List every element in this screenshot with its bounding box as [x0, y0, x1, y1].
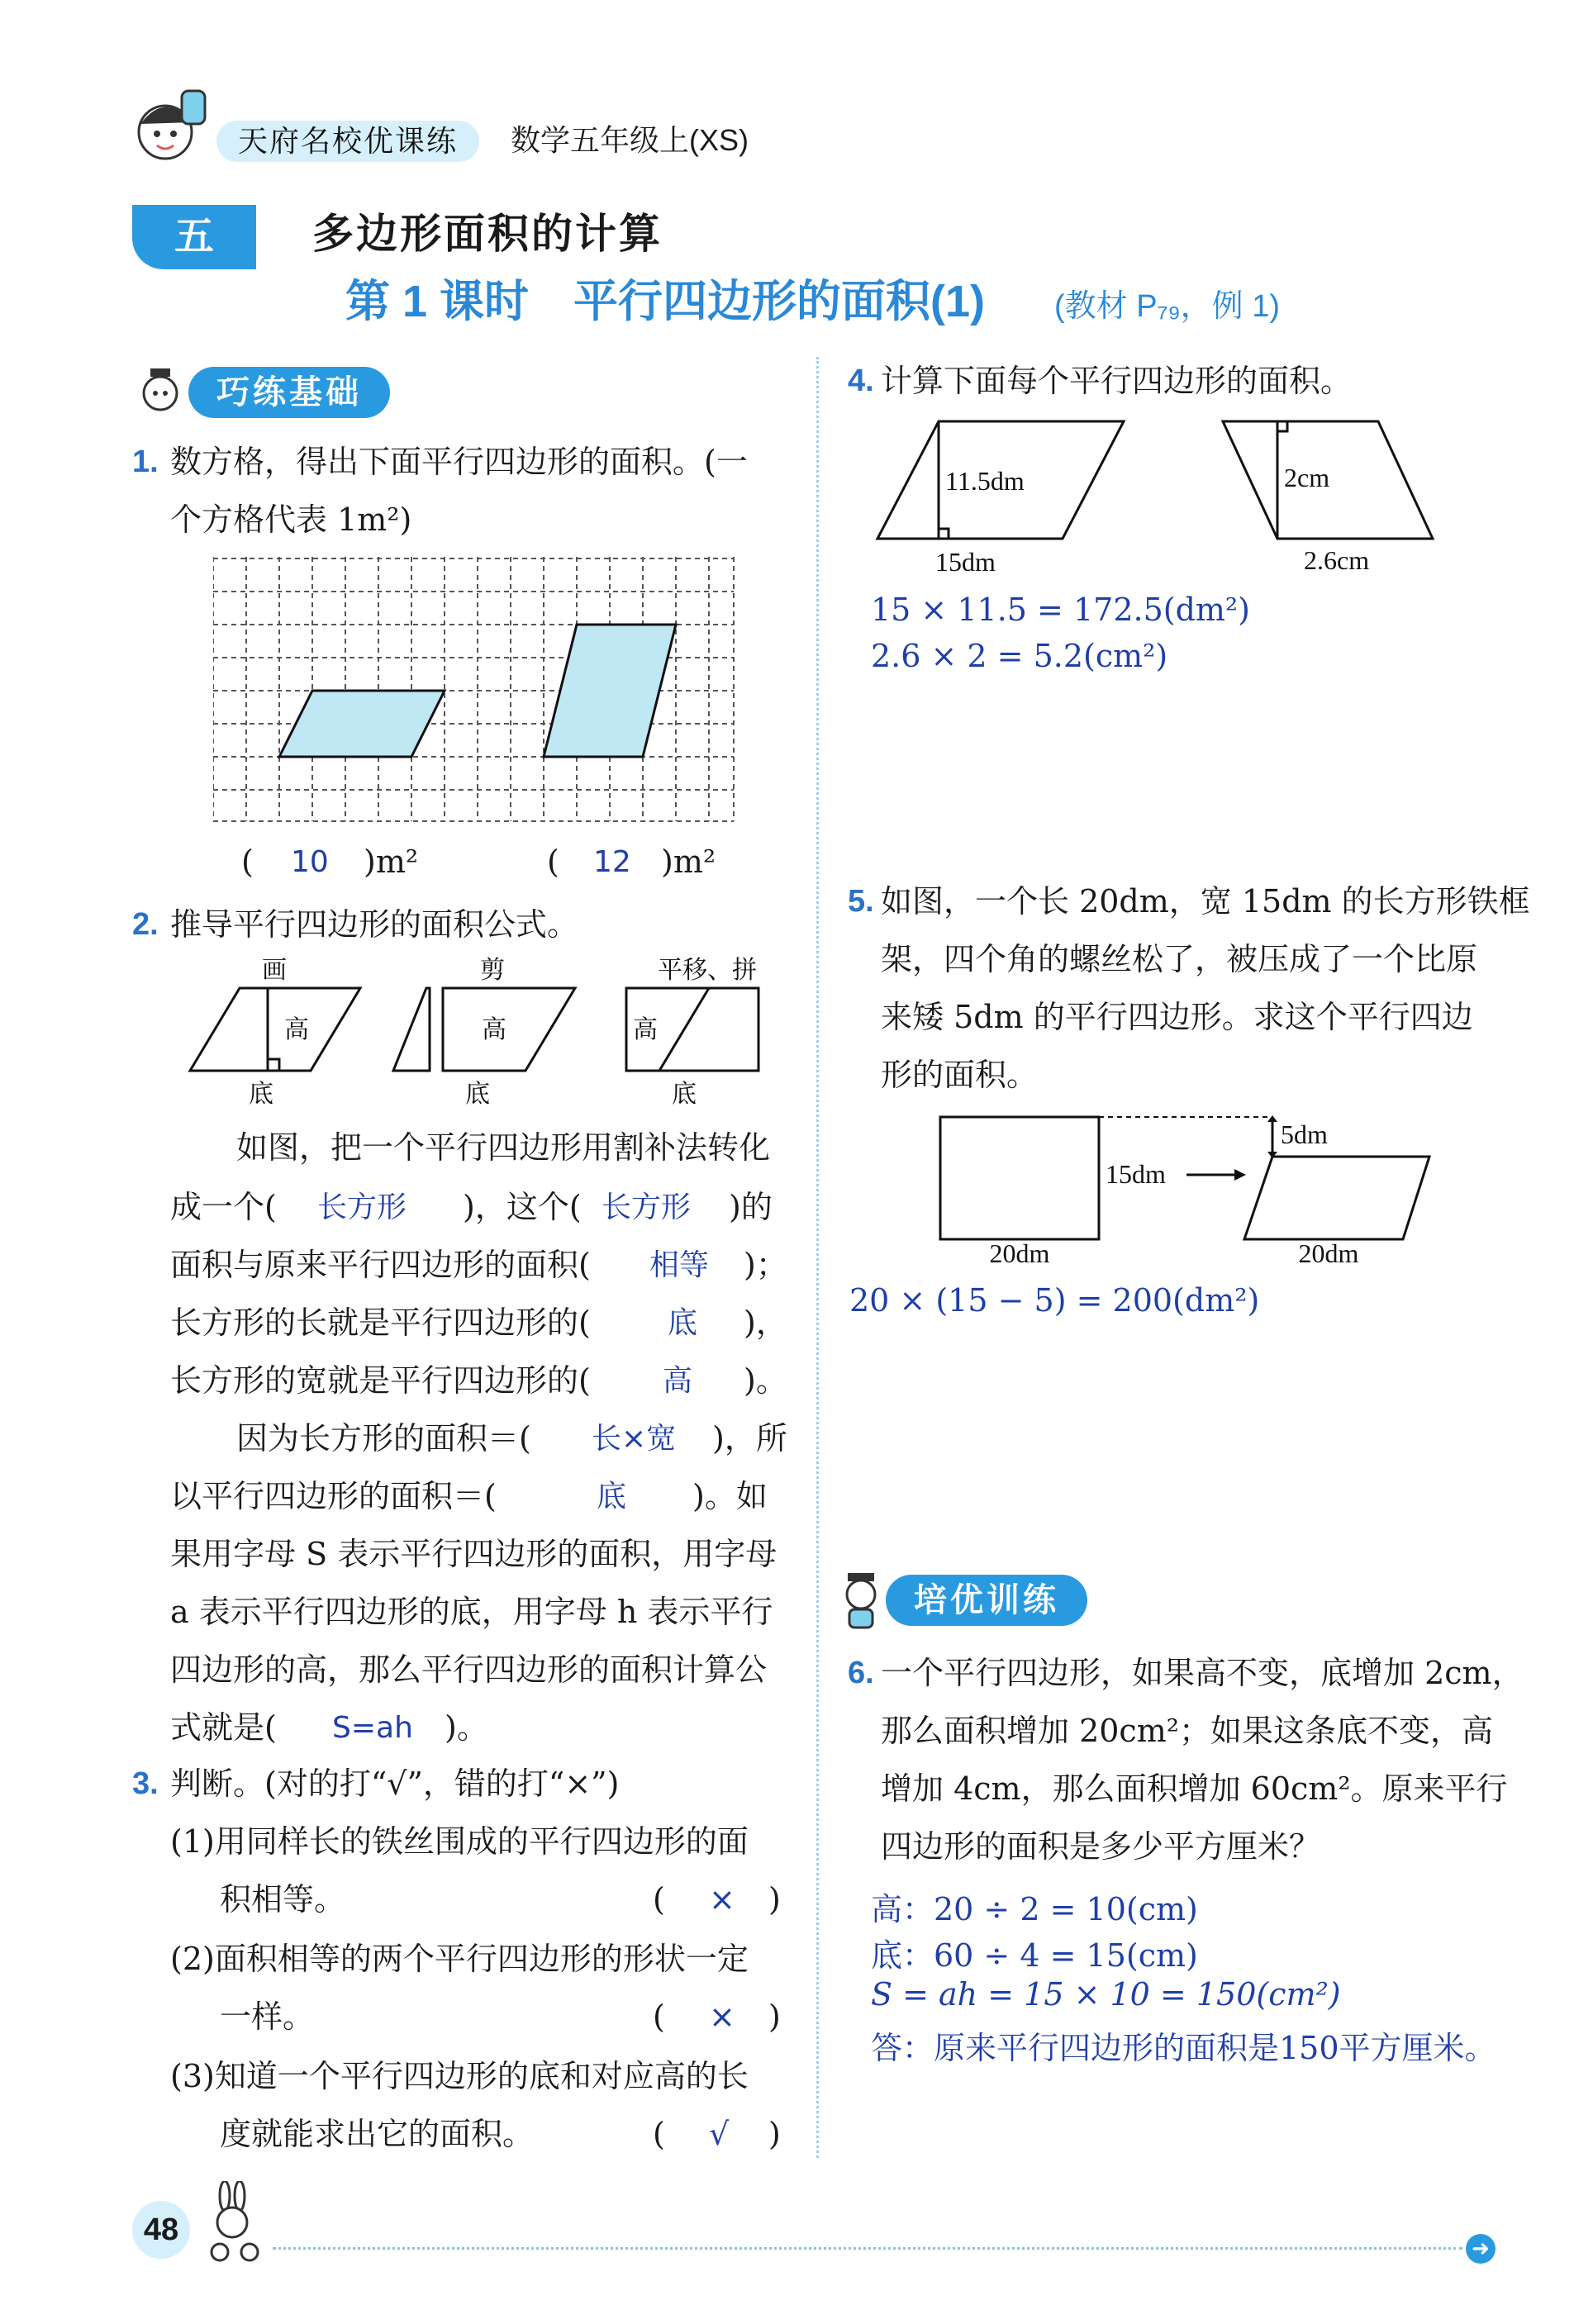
q3-item1-close: )	[768, 1881, 781, 1918]
q3-item1-answer: ×	[709, 1881, 735, 1918]
q3-item3-close: )	[768, 2116, 781, 2152]
q1-text-line2: 个方格代表 1m²)	[170, 501, 412, 538]
q2-line4b: )，	[744, 1305, 787, 1341]
q6-solution2: 底：60 ÷ 4 = 15(cm)	[871, 1937, 1198, 1974]
q6-line4: 四边形的面积是多少平方厘米？	[881, 1828, 1321, 1865]
q2-line8: 果用字母 S 表示平行四边形的面积，用字母	[170, 1536, 777, 1572]
q4-number: 4.	[848, 364, 874, 398]
q5-line4: 形的面积。	[881, 1057, 1039, 1093]
q4-fig2-height: 2cm	[1284, 463, 1330, 492]
q2-line2a: 成一个(	[170, 1189, 277, 1225]
q2-line2b: )，这个(	[463, 1189, 582, 1225]
q5-solution: 20 × (15 − 5) = 200(dm²)	[849, 1282, 1260, 1319]
q4-title: 计算下面每个平行四边形的面积。	[881, 363, 1353, 399]
q2-line11a: 式就是(	[170, 1709, 277, 1746]
q6-line3: 增加 4cm，那么面积增加 60cm²。原来平行	[881, 1770, 1508, 1807]
mascot-pencil-icon	[132, 364, 188, 420]
q6-solution3: S = ah = 15 × 10 = 150(cm²)	[871, 1976, 1341, 2013]
q2-line5b: )。	[744, 1362, 787, 1399]
section-advanced-badge: 培优训练	[886, 1575, 1087, 1626]
mascot-girl-icon	[124, 83, 215, 173]
q5-line2: 架，四个角的螺丝松了，被压成了一个比原	[881, 941, 1478, 977]
q3-item1-line2: 积相等。	[220, 1881, 346, 1918]
mascot-boy-icon	[836, 1570, 886, 1629]
q5-number: 5.	[848, 884, 874, 919]
q1-answer1: 10	[291, 845, 329, 879]
q2-fig3-base: 底	[672, 1081, 697, 1108]
q2-line10: 四边形的高，那么平行四边形的面积计算公	[170, 1652, 768, 1688]
q6-line2: 那么面积增加 20cm²；如果这条底不变，高	[881, 1713, 1493, 1749]
q5-fig-drop: 5dm	[1281, 1119, 1328, 1149]
q2-answer3: 相等	[649, 1248, 710, 1282]
q2-answer2: 长方形	[602, 1191, 692, 1224]
q6-line1: 一个平行四边形，如果高不变，底增加 2cm，	[881, 1655, 1524, 1691]
q2-line6b: )，所	[712, 1420, 787, 1457]
q2-line5a: 长方形的宽就是平行四边形的(	[170, 1362, 591, 1399]
q4-fig1-base: 15dm	[935, 547, 996, 577]
q3-item3-open: (	[653, 2116, 665, 2152]
q3-item2-line1: (2)面积相等的两个平行四边形的形状一定	[170, 1941, 749, 1977]
q1-answer1-unit: )m²	[364, 844, 419, 880]
q3-item2-open: (	[653, 1998, 665, 2035]
q3-title: 判断。(对的打“√”，错的打“×”)	[170, 1766, 620, 1802]
q1-answer2-open: (	[547, 844, 559, 880]
q6-solution1: 高：20 ÷ 2 = 10(cm)	[871, 1891, 1198, 1927]
q2-line4a: 长方形的长就是平行四边形的(	[170, 1305, 591, 1341]
q1-number: 1.	[132, 444, 159, 479]
q1-answer1-open: (	[241, 844, 254, 880]
lesson-ref: (教材 P₇₉，例 1)	[1054, 289, 1281, 324]
unit-title: 多边形面积的计算	[312, 211, 663, 257]
q4-solution1: 15 × 11.5 = 172.5(dm²)	[871, 592, 1250, 628]
q1-parallelogram-a	[279, 691, 445, 757]
q4-fig1-height: 11.5dm	[945, 466, 1025, 496]
q2-derivation-figure	[182, 955, 777, 1112]
q2-line7b: )。如	[692, 1478, 768, 1514]
q2-fig3-height: 高	[633, 1016, 658, 1043]
q2-line3a: 面积与原来平行四边形的面积(	[170, 1247, 591, 1283]
q2-answer8: S=ah	[332, 1711, 413, 1745]
q6-number: 6.	[848, 1656, 874, 1690]
q2-fig1-base: 底	[249, 1081, 273, 1108]
q2-fig-label-draw: 画	[262, 957, 287, 984]
q2-fig2-height: 高	[482, 1016, 506, 1043]
q2-line7a: 以平行四边形的面积＝(	[170, 1478, 497, 1514]
q5-fig-base1: 20dm	[989, 1238, 1050, 1268]
footer-dotted-line	[273, 2247, 1462, 2250]
q4-figure	[869, 413, 1448, 587]
q2-line3b: )；	[744, 1247, 787, 1283]
q3-item2-line2: 一样。	[220, 1998, 315, 2035]
column-divider	[816, 357, 819, 2158]
section-basic-badge: 巧练基础	[188, 367, 390, 418]
q5-fig-width: 15dm	[1106, 1159, 1166, 1189]
q2-line9: a 表示平行四边形的底，用字母 h 表示平行	[170, 1594, 773, 1630]
q2-number: 2.	[132, 907, 159, 942]
q2-line1: 如图，把一个平行四边形用割补法转化	[236, 1129, 771, 1166]
q2-line6a: 因为长方形的面积＝(	[236, 1420, 531, 1457]
q4-fig2-base: 2.6cm	[1304, 545, 1370, 575]
q2-answer7: 底	[597, 1480, 627, 1514]
q5-fig-base2: 20dm	[1298, 1238, 1359, 1268]
q2-fig2-base: 底	[465, 1081, 490, 1108]
brand-badge: 天府名校优课练	[216, 121, 479, 162]
q1-answer2-unit: )m²	[661, 844, 716, 880]
lesson-title: 第 1 课时 平行四边形的面积(1)	[345, 277, 986, 326]
q5-line1: 如图，一个长 20dm，宽 15dm 的长方形铁框	[881, 883, 1530, 920]
q2-line2c: )的	[729, 1189, 773, 1225]
q1-parallelogram-b	[544, 625, 676, 757]
q5-line3: 来矮 5dm 的平行四边形。求这个平行四边	[881, 999, 1473, 1035]
mascot-rabbit-icon	[195, 2181, 269, 2264]
q3-item3-answer: √	[709, 2116, 730, 2152]
q2-answer5: 高	[663, 1364, 693, 1398]
subject-label: 数学五年级上(XS)	[511, 123, 749, 157]
q2-answer4: 底	[668, 1306, 698, 1340]
q2-fig-label-move: 平移、拼	[658, 957, 757, 984]
q5-figure	[934, 1105, 1446, 1271]
q2-fig1-height: 高	[284, 1016, 309, 1043]
q3-item1-open: (	[653, 1881, 665, 1918]
page-number-badge: 48	[132, 2201, 190, 2259]
q1-answer2: 12	[593, 845, 631, 879]
q2-fig-label-cut: 剪	[480, 957, 505, 984]
q1-text-line1: 数方格，得出下面平行四边形的面积。(一	[170, 444, 748, 480]
q3-item2-answer: ×	[709, 1998, 735, 2035]
next-arrow-icon: ➜	[1466, 2234, 1496, 2264]
q4-solution2: 2.6 × 2 = 5.2(cm²)	[871, 638, 1168, 674]
q2-answer1: 长方形	[317, 1191, 407, 1224]
q3-item3-line1: (3)知道一个平行四边形的底和对应高的长	[170, 2058, 749, 2094]
q3-item3-line2: 度就能求出它的面积。	[220, 2116, 535, 2152]
q1-grid-figure	[213, 557, 735, 823]
q3-item2-close: )	[768, 1998, 781, 2035]
q2-title: 推导平行四边形的面积公式。	[170, 906, 579, 943]
q3-number: 3.	[132, 1766, 159, 1801]
unit-number-badge: 五	[132, 205, 256, 269]
q2-line11b: )。	[445, 1709, 488, 1746]
q6-solution4: 答：原来平行四边形的面积是150平方厘米。	[871, 2030, 1496, 2066]
q3-item1-line1: (1)用同样长的铁丝围成的平行四边形的面	[170, 1823, 749, 1860]
q2-answer6: 长×宽	[592, 1422, 677, 1456]
